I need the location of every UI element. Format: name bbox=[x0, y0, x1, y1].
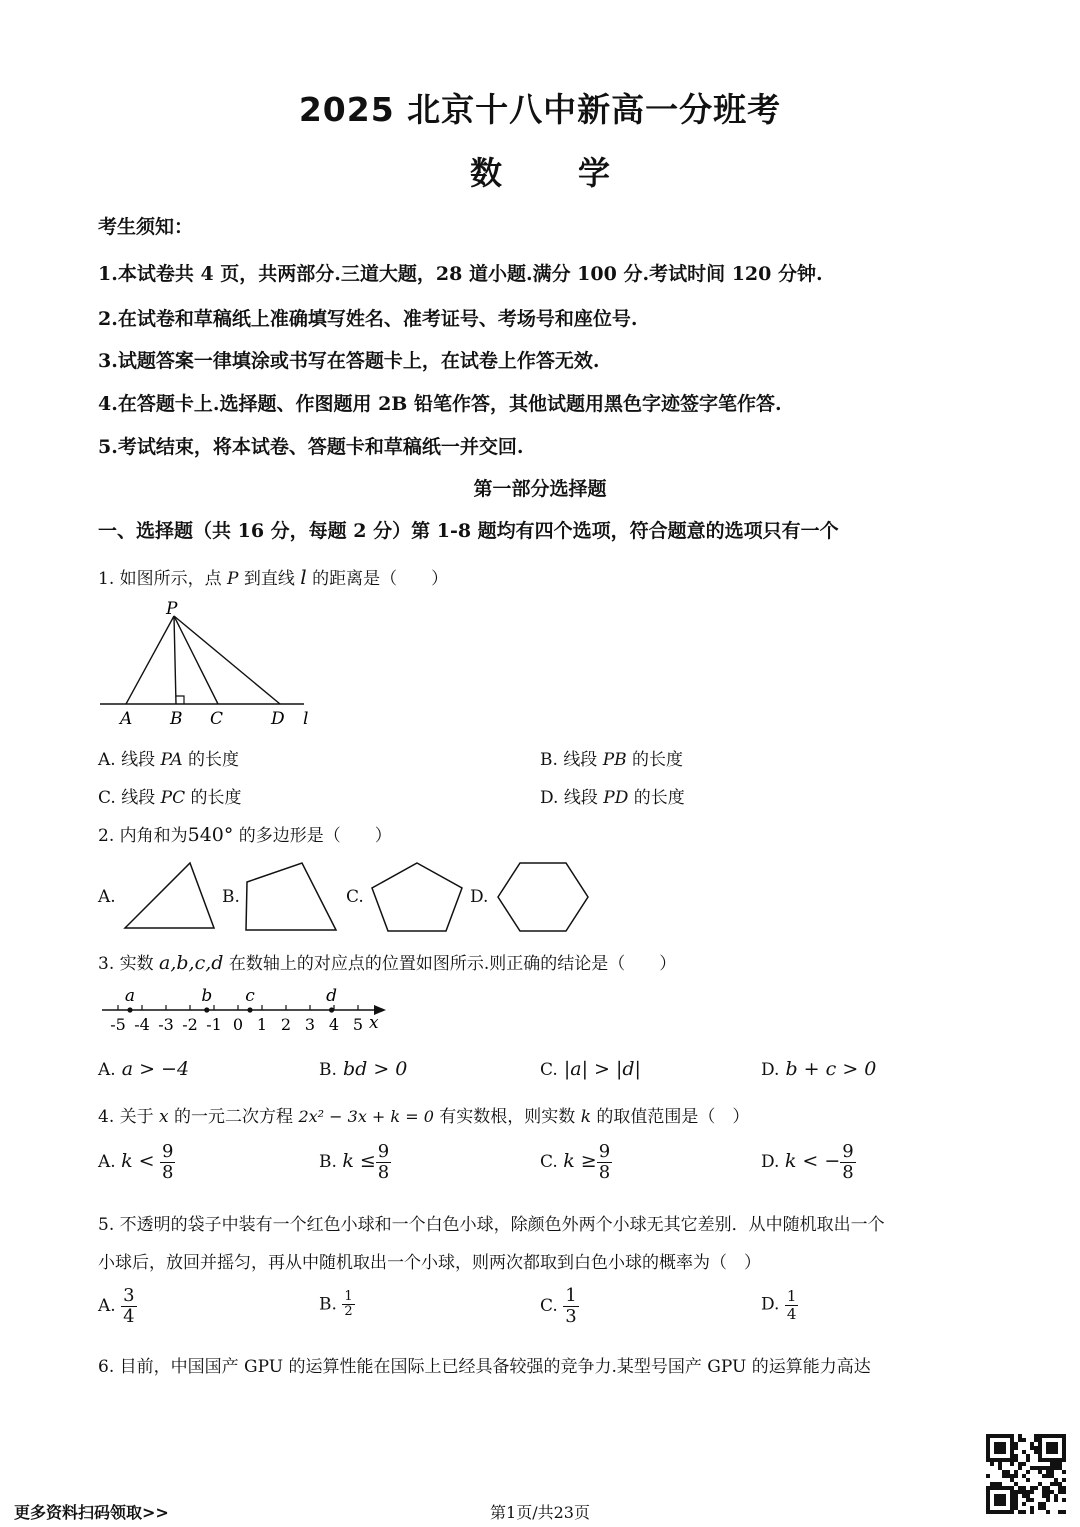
point-label-b: b bbox=[201, 986, 213, 1006]
quadrilateral-shape bbox=[242, 860, 340, 934]
question-3-stem: 3. 实数 a,b,c,d 在数轴上的对应点的位置如图所示.则正确的结论是（ ） bbox=[98, 952, 677, 974]
question-1-stem: 1. 如图所示，点 P 到直线 l 的距离是（ ） bbox=[98, 565, 449, 589]
point-d bbox=[329, 1007, 334, 1012]
notice-item-3: 3.试题答案一律填涂或书写在答题卡上，在试卷上作答无效. bbox=[98, 350, 600, 372]
subject-title bbox=[0, 148, 1080, 194]
question-3-option-c[interactable]: C. |a| > |d| bbox=[540, 1058, 641, 1080]
figure-label-l: l bbox=[303, 709, 309, 729]
point-b bbox=[204, 1007, 209, 1012]
question-4-option-a[interactable]: A. k < $\frac{9}{8}$ bbox=[98, 1141, 174, 1183]
figure-label-A: A bbox=[120, 709, 133, 729]
question-4-stem: 4. 关于 x 的一元二次方程 2x² − 3x + k = 0 有实数根，则实数 k 的取值范围是（ ） bbox=[98, 1107, 750, 1127]
question-6-line-1: 6. 目前，中国国产 GPU 的运算性能在国际上已经具备较强的竞争力.某型号国产 GPU 的运算能力高达 bbox=[98, 1357, 871, 1377]
tick-label: 4 bbox=[328, 1015, 340, 1034]
question-1-option-d[interactable]: D. 线段 PD 的长度 bbox=[540, 788, 685, 808]
tick-label: 2 bbox=[280, 1015, 292, 1034]
tick-label: -3 bbox=[158, 1015, 174, 1034]
subject-char-1: 数 bbox=[469, 154, 502, 192]
question-2-option-b[interactable]: B. bbox=[222, 887, 240, 907]
axis-variable-x: x bbox=[369, 1013, 379, 1033]
number-line-figure bbox=[96, 982, 396, 1038]
figure-label-D: D bbox=[271, 709, 285, 729]
question-1-option-b[interactable]: B. 线段 PB 的长度 bbox=[540, 750, 684, 770]
point-label-d: d bbox=[326, 986, 338, 1006]
question-2-option-a[interactable]: A. bbox=[98, 887, 116, 907]
question-5-line-1: 5. 不透明的袋子中装有一个红色小球和一个白色小球，除颜色外两个小球无其它差别．从中随机取出一个 bbox=[98, 1215, 885, 1235]
question-5-option-a[interactable]: A. $\frac{3}{4}$ bbox=[98, 1285, 135, 1327]
tick-label: -5 bbox=[110, 1015, 126, 1034]
question-1-option-c[interactable]: C. 线段 PC 的长度 bbox=[98, 788, 242, 808]
point-c bbox=[247, 1007, 252, 1012]
question-3-option-b[interactable]: B. bd > 0 bbox=[319, 1058, 408, 1080]
tick-label: 5 bbox=[352, 1015, 364, 1034]
triangle-shape bbox=[122, 860, 217, 932]
notice-heading: 考生须知： bbox=[98, 216, 194, 238]
question-4-option-b[interactable]: B. k ≤ $\frac{9}{8}$ bbox=[319, 1141, 390, 1183]
question-5-option-c[interactable]: C. $\frac{1}{3}$ bbox=[540, 1285, 577, 1327]
exam-title: 2025 北京十八中新高一分班考 bbox=[298, 90, 782, 129]
question-5-option-b[interactable]: B. $\frac{1}{2}$ bbox=[319, 1289, 353, 1320]
page-number: 第1页/共23页 bbox=[490, 1503, 590, 1522]
question-4-option-d[interactable]: D. k < − $\frac{9}{8}$ bbox=[761, 1141, 854, 1183]
hexagon-shape bbox=[494, 860, 592, 934]
tick-label: 3 bbox=[304, 1015, 316, 1034]
question-2-stem: 2. 内角和为540° 的多边形是（ ） bbox=[98, 824, 392, 846]
notice-item-5: 5.考试结束，将本试卷、答题卡和草稿纸一并交回. bbox=[98, 436, 524, 458]
question-5-line-2: 小球后，放回并摇匀，再从中随机取出一个小球，则两次都取到白色小球的概率为（ ） bbox=[98, 1253, 761, 1273]
pentagon-shape bbox=[368, 860, 466, 934]
notice-item-4: 4.在答题卡上.选择题、作图题用 2B 铅笔作答，其他试题用黑色字迹签字笔作答. bbox=[98, 393, 782, 415]
notice-item-1: 1.本试卷共 4 页，共两部分.三道大题，28 道小题.满分 100 分.考试时间 120 分钟. bbox=[98, 263, 823, 285]
tick-label: -2 bbox=[182, 1015, 198, 1034]
question-2-option-d[interactable]: D. bbox=[470, 887, 489, 907]
footer-promo-link[interactable]: 更多资料扫码领取>> bbox=[14, 1503, 169, 1522]
part-title: 第一部分选择题 bbox=[473, 478, 607, 500]
notice-item-2: 2.在试卷和草稿纸上准确填写姓名、准考证号、考场号和座位号. bbox=[98, 308, 638, 330]
figure-label-B: B bbox=[170, 709, 183, 729]
question-1-figure bbox=[96, 598, 326, 730]
figure-label-C: C bbox=[210, 709, 224, 729]
question-2-option-c[interactable]: C. bbox=[346, 887, 364, 907]
question-3-option-a[interactable]: A. a > −4 bbox=[98, 1058, 190, 1080]
tick-label: -4 bbox=[134, 1015, 150, 1034]
tick-label: 0 bbox=[232, 1015, 244, 1034]
tick-label: 1 bbox=[256, 1015, 268, 1034]
question-5-option-d[interactable]: D. $\frac{1}{4}$ bbox=[761, 1287, 797, 1323]
question-3-option-d[interactable]: D. b + c > 0 bbox=[761, 1058, 877, 1080]
number-line-points bbox=[125, 986, 337, 1013]
point-a bbox=[127, 1007, 132, 1012]
section-title: 一、选择题（共 16 分，每题 2 分）第 1-8 题均有四个选项，符合题意的选项只有一个 bbox=[98, 520, 839, 542]
point-label-c: c bbox=[245, 986, 255, 1006]
tick-label: -1 bbox=[206, 1015, 222, 1034]
number-line-tick-labels bbox=[110, 1015, 363, 1034]
question-1-option-a[interactable]: A. 线段 PA 的长度 bbox=[98, 750, 240, 770]
point-label-a: a bbox=[124, 986, 136, 1006]
subject-char-2: 学 bbox=[578, 154, 611, 192]
question-4-option-c[interactable]: C. k ≥ $\frac{9}{8}$ bbox=[540, 1141, 611, 1183]
figure-label-P: P bbox=[166, 599, 178, 619]
